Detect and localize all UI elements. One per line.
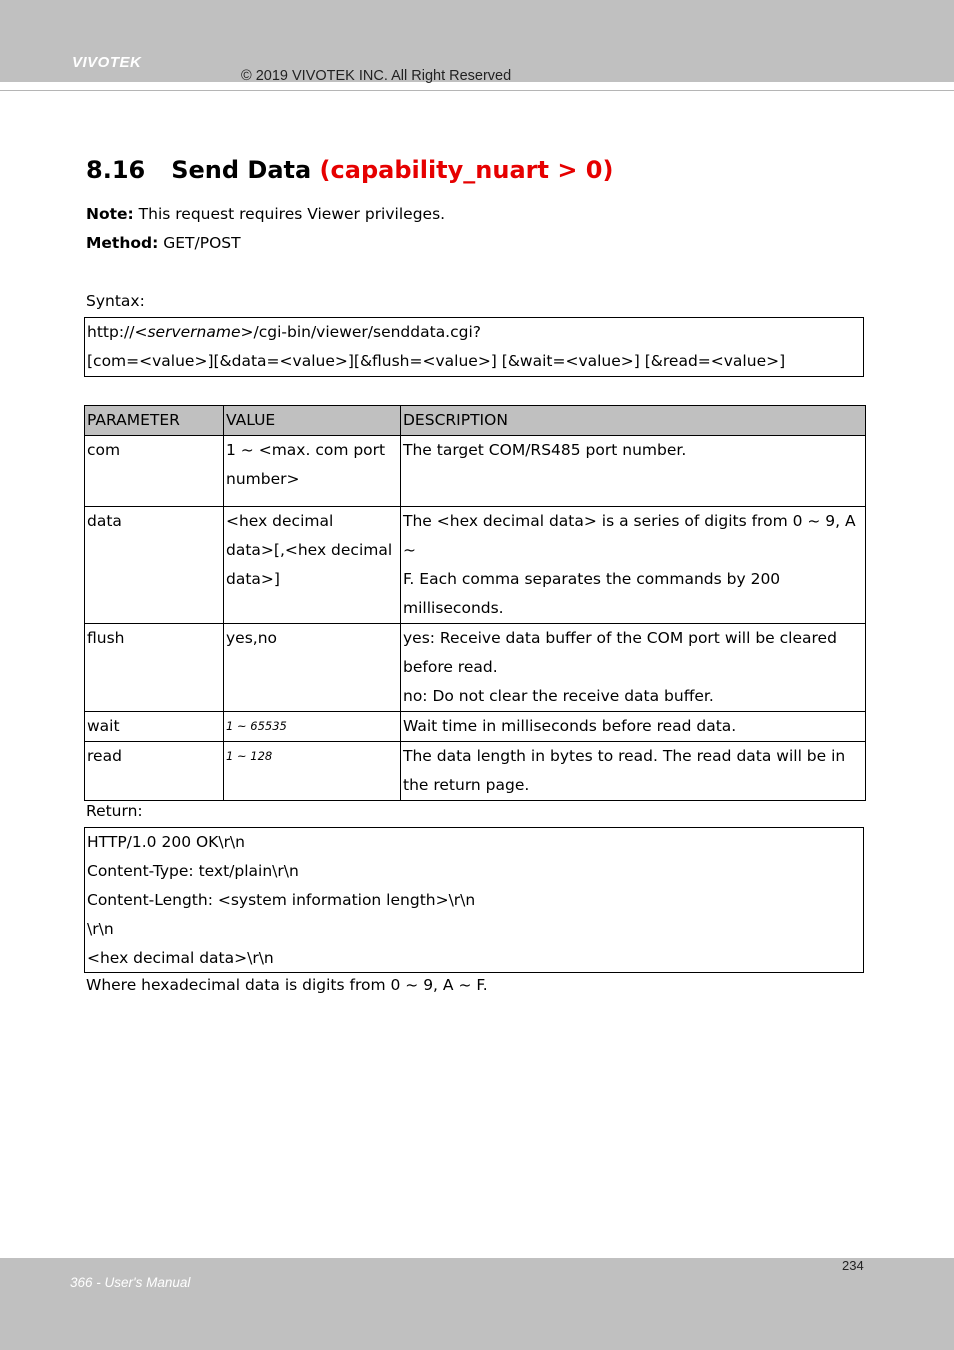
value-line: number> (226, 470, 300, 488)
value-line: data>] (226, 570, 280, 588)
table-row (85, 624, 866, 712)
value-cell: 1 ~ 128 (224, 742, 401, 801)
return-line: \r\n (87, 920, 114, 938)
syntax-suffix: >/cgi-bin/viewer/senddata.cgi? (240, 323, 482, 341)
value-cell (224, 436, 401, 507)
syntax-prefix: http://< (87, 323, 148, 341)
value-line: data>[,<hex decimal (226, 541, 393, 559)
section-heading (86, 156, 613, 184)
param-cell: data (85, 507, 224, 624)
desc-line: The <hex decimal data> is a series of digits from 0 ~ 9, A ~ (403, 512, 856, 559)
value-line: <hex decimal (226, 512, 334, 530)
value-line: 1 ~ <max. com port (226, 441, 386, 459)
syntax-line-2: [com=<value>][&data=<value>][&flush=<value>] [&wait=<value>] [&read=<value>] (87, 352, 786, 370)
return-box (84, 827, 864, 973)
footer-manual-label: 366 - User's Manual (70, 1275, 191, 1290)
table-row (85, 507, 866, 624)
brand-logo: VIVOTEK (72, 54, 142, 71)
header-value: VALUE (224, 406, 401, 436)
table-row (85, 742, 866, 801)
desc-line: the return page. (403, 776, 530, 794)
note-line (86, 205, 445, 223)
desc-line: The target COM/RS485 port number. (403, 441, 687, 459)
header-description: DESCRIPTION (401, 406, 866, 436)
value-cell: 1 ~ 65535 (224, 712, 401, 742)
value-cell (224, 624, 401, 712)
desc-line: F. Each comma separates the commands by 200 (403, 570, 781, 588)
return-line: <hex decimal data>\r\n (87, 949, 274, 967)
desc-line: no: Do not clear the receive data buffer. (403, 687, 714, 705)
desc-line: before read. (403, 658, 498, 676)
return-line: HTTP/1.0 200 OK\r\n (87, 833, 245, 851)
section-number: 8.16 (86, 156, 146, 184)
section-capability: (capability_nuart > 0) (319, 156, 614, 184)
header-parameter: PARAMETER (85, 406, 224, 436)
page-footer (0, 1258, 954, 1350)
return-line: Content-Type: text/plain\r\n (87, 862, 299, 880)
copyright-text: © 2019 VIVOTEK INC. All Right Reserved (241, 68, 512, 84)
section-title: Send Data (171, 156, 312, 184)
method-text: GET/POST (158, 234, 241, 252)
value-cell (224, 507, 401, 624)
value-line: yes,no (226, 629, 278, 647)
desc-line: yes: Receive data buffer of the COM port will be cleared (403, 629, 837, 647)
return-note: Where hexadecimal data is digits from 0 ~ 9, A ~ F. (86, 976, 488, 994)
param-cell: wait (85, 712, 224, 742)
desc-cell (401, 436, 866, 507)
syntax-label: Syntax: (86, 292, 145, 310)
return-line: Content-Length: <system information length>\r\n (87, 891, 476, 909)
parameter-table (84, 405, 866, 801)
return-label: Return: (86, 802, 143, 820)
syntax-box (84, 317, 864, 377)
param-cell: com (85, 436, 224, 507)
desc-cell (401, 742, 866, 801)
desc-cell (401, 507, 866, 624)
syntax-servername: servername (147, 323, 241, 341)
syntax-line-1 (85, 318, 863, 347)
header-divider (0, 90, 954, 91)
desc-line: milliseconds. (403, 599, 504, 617)
param-cell: read (85, 742, 224, 801)
table-header-row (85, 406, 866, 436)
table-row (85, 712, 866, 742)
method-line (86, 234, 241, 252)
desc-cell (401, 624, 866, 712)
table-row (85, 436, 866, 507)
param-cell: flush (85, 624, 224, 712)
page-number: 234 (842, 1258, 864, 1273)
desc-cell: Wait time in milliseconds before read data. (401, 712, 866, 742)
note-text: This request requires Viewer privileges. (133, 205, 446, 223)
desc-line: The data length in bytes to read. The read data will be in (403, 747, 846, 765)
note-label: Note: (86, 205, 134, 223)
method-label: Method: (86, 234, 159, 252)
